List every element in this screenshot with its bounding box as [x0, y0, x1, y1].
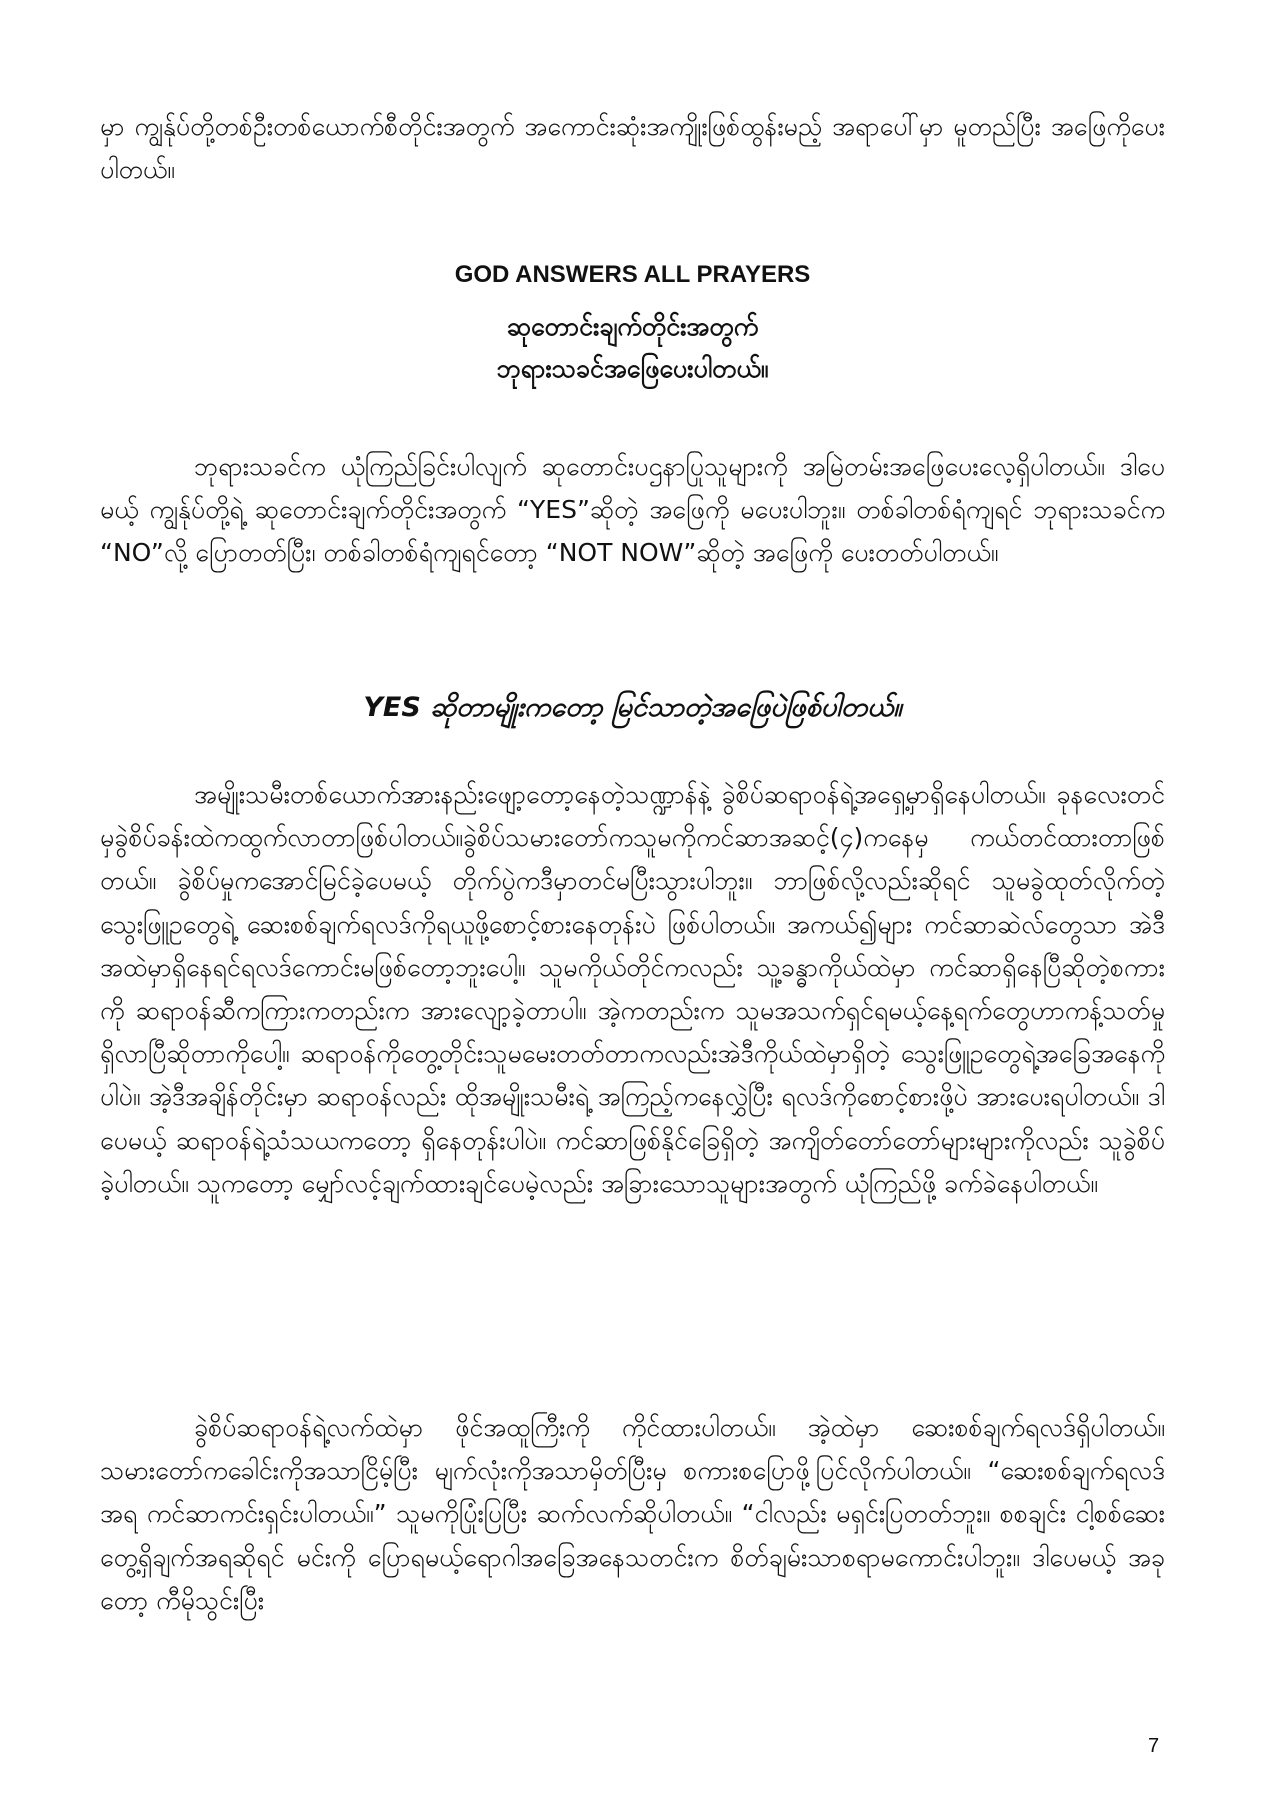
heading-english: GOD ANSWERS ALL PRAYERS [454, 261, 811, 288]
paragraph-2-block [100, 773, 1165, 1205]
paragraph-2: အမျိုးသမီးတစ်ယောက်အားနည်းဖျော့တော့နေတဲ့သဏ္ဍာန်နဲ့ ခွဲစိပ်ဆရာဝန်ရဲ့အရှေ့မှာရှိနေပါတယ်။ ခုနလေးတင်မှခွဲစိပ်ခန်းထဲကထွက်လာတာဖြစ်ပါတယ်။ခွဲစိပ်သမားတော်ကသူမကိုကင်ဆာအဆင့်(၄)ကနေမှ ကယ်တင်ထားတာဖြစ်တယ်။ ခွဲစိပ်မှုကအောင်မြင်ခဲ့ပေမယ့် တိုက်ပွဲကဒီမှာတင်မပြီးသွားပါဘူး။ ဘာဖြစ်လို့လည်းဆိုရင် သူမခွဲထုတ်လိုက်တဲ့သွေးဖြူဥတွေရဲ့ ဆေးစစ်ချက်ရလဒ်ကိုရယူဖို့စောင့်စားနေတုန်းပဲ ဖြစ်ပါတယ်။ အကယ်၍များ ကင်ဆာဆဲလ်တွေသာ အဲဒီအထဲမှာရှိနေရင်ရလဒ်ကောင်းမဖြစ်တော့ဘူးပေါ့။ သူမကိုယ်တိုင်ကလည်း သူ့ခန္ဓာကိုယ်ထဲမှာ ကင်ဆာရှိနေပြီဆိုတဲ့စကားကို ဆရာဝန်ဆီကကြားကတည်းက အားလျော့ခဲ့တာပါ။ အဲ့ကတည်းက သူမအသက်ရှင်ရမယ့်နေ့ရက်တွေဟာကန့်သတ်မှုရှိလာပြီဆိုတာကိုပေါ့။ ဆရာဝန်ကိုတွေ့တိုင်းသူမမေးတတ်တာကလည်းအဲဒီကိုယ်ထဲမှာရှိတဲ့ သွေးဖြူဥတွေရဲ့အခြေအနေကိုပါပဲ။ အဲ့ဒီအချိန်တိုင်းမှာ ဆရာဝန်လည်း ထိုအမျိုးသမီးရဲ့ အကြည့်ကနေလွှဲပြီး ရလဒ်ကိုစောင့်စားဖို့ပဲ အားပေးရပါတယ်။ ဒါပေမယ့် ဆရာဝန်ရဲ့သံသယကတော့ ရှိနေတုန်းပါပဲ။ ကင်ဆာဖြစ်နိုင်ခြေရှိတဲ့ အကျိတ်တော်တော်များများကိုလည်း သူခွဲစိပ်ခဲ့ပါတယ်။ သူကတော့ မျှော်လင့်ချက်ထားချင်ပေမဲ့လည်း အခြားသောသူများအတွက် ယုံကြည်ဖို့ ခက်ခဲနေပါတယ်။ [100, 780, 1165, 1198]
heading-myanmar-line-1: ဆုတောင်းချက်တိုင်းအတွက် [506, 312, 759, 341]
section-heading [100, 258, 1165, 390]
paragraph-1-block [100, 445, 1165, 575]
heading-myanmar-line-2: ဘုရားသခင်အဖြေပေးပါတယ်။ [496, 354, 769, 383]
intro-paragraph: မှာ ကျွန်ုပ်တို့တစ်ဦးတစ်ယောက်စီတိုင်းအတွက် အကောင်းဆုံးအကျိုးဖြစ်ထွန်းမည့် အရာပေါ်မှာ မူတည်ပြီး အဖြေကိုပေးပါတယ်။ [100, 112, 1165, 185]
paragraph-1: ဘုရားသခင်က ယုံကြည်ခြင်းပါလျက် ဆုတောင်းပဌနာပြုသူများကို အမြဲတမ်းအဖြေပေးလေ့ရှိပါတယ်။ ဒါပေမယ့် ကျွန်ုပ်တို့ရဲ့ ဆုတောင်းချက်တိုင်းအတွက် “YES”ဆိုတဲ့ အဖြေကို မပေးပါဘူး။ တစ်ခါတစ်ရံကျရင် ဘုရားသခင်က “NO”လို့ ပြောတတ်ပြီး၊ တစ်ခါတစ်ရံကျရင်တော့ “NOT NOW”ဆိုတဲ့ အဖြေကို ပေးတတ်ပါတယ်။ [100, 452, 1165, 568]
subheading: YES ဆိုတာမျိုးကတော့ မြင်သာတဲ့အဖြေပဲဖြစ်ပါတယ်။ [363, 692, 902, 723]
paragraph-3-block [100, 1406, 1165, 1622]
intro-paragraph-block [100, 105, 1165, 191]
paragraph-3: ခွဲစိပ်ဆရာဝန်ရဲ့လက်ထဲမှာ ဖိုင်အထူကြီးကို ကိုင်ထားပါတယ်။ အဲ့ထဲမှာ ဆေးစစ်ချက်ရလဒ်ရှိပါတယ်။ သမားတော်ကခေါင်းကိုအသာငြိမ့်ပြီး မျက်လုံးကိုအသာမှိတ်ပြီးမှ စကားစပြောဖို့ပြင်လိုက်ပါတယ်။ “ဆေးစစ်ချက်ရလဒ်အရ ကင်ဆာကင်းရှင်းပါတယ်။” သူမကိုပြုံးပြပြီး ဆက်လက်ဆိုပါတယ်။ “ငါလည်း မရှင်းပြတတ်ဘူး။ စစချင်း ငါ့စစ်ဆေးတွေ့ရှိချက်အရဆိုရင် မင်းကို ပြောရမယ့်ရောဂါအခြေအနေသတင်းက စိတ်ချမ်းသာစရာမကောင်းပါဘူး။ ဒါပေမယ့် အခုတော့ ကီမိုသွင်းပြီး [100, 1413, 1165, 1615]
page-number: 7 [1148, 1735, 1160, 1757]
